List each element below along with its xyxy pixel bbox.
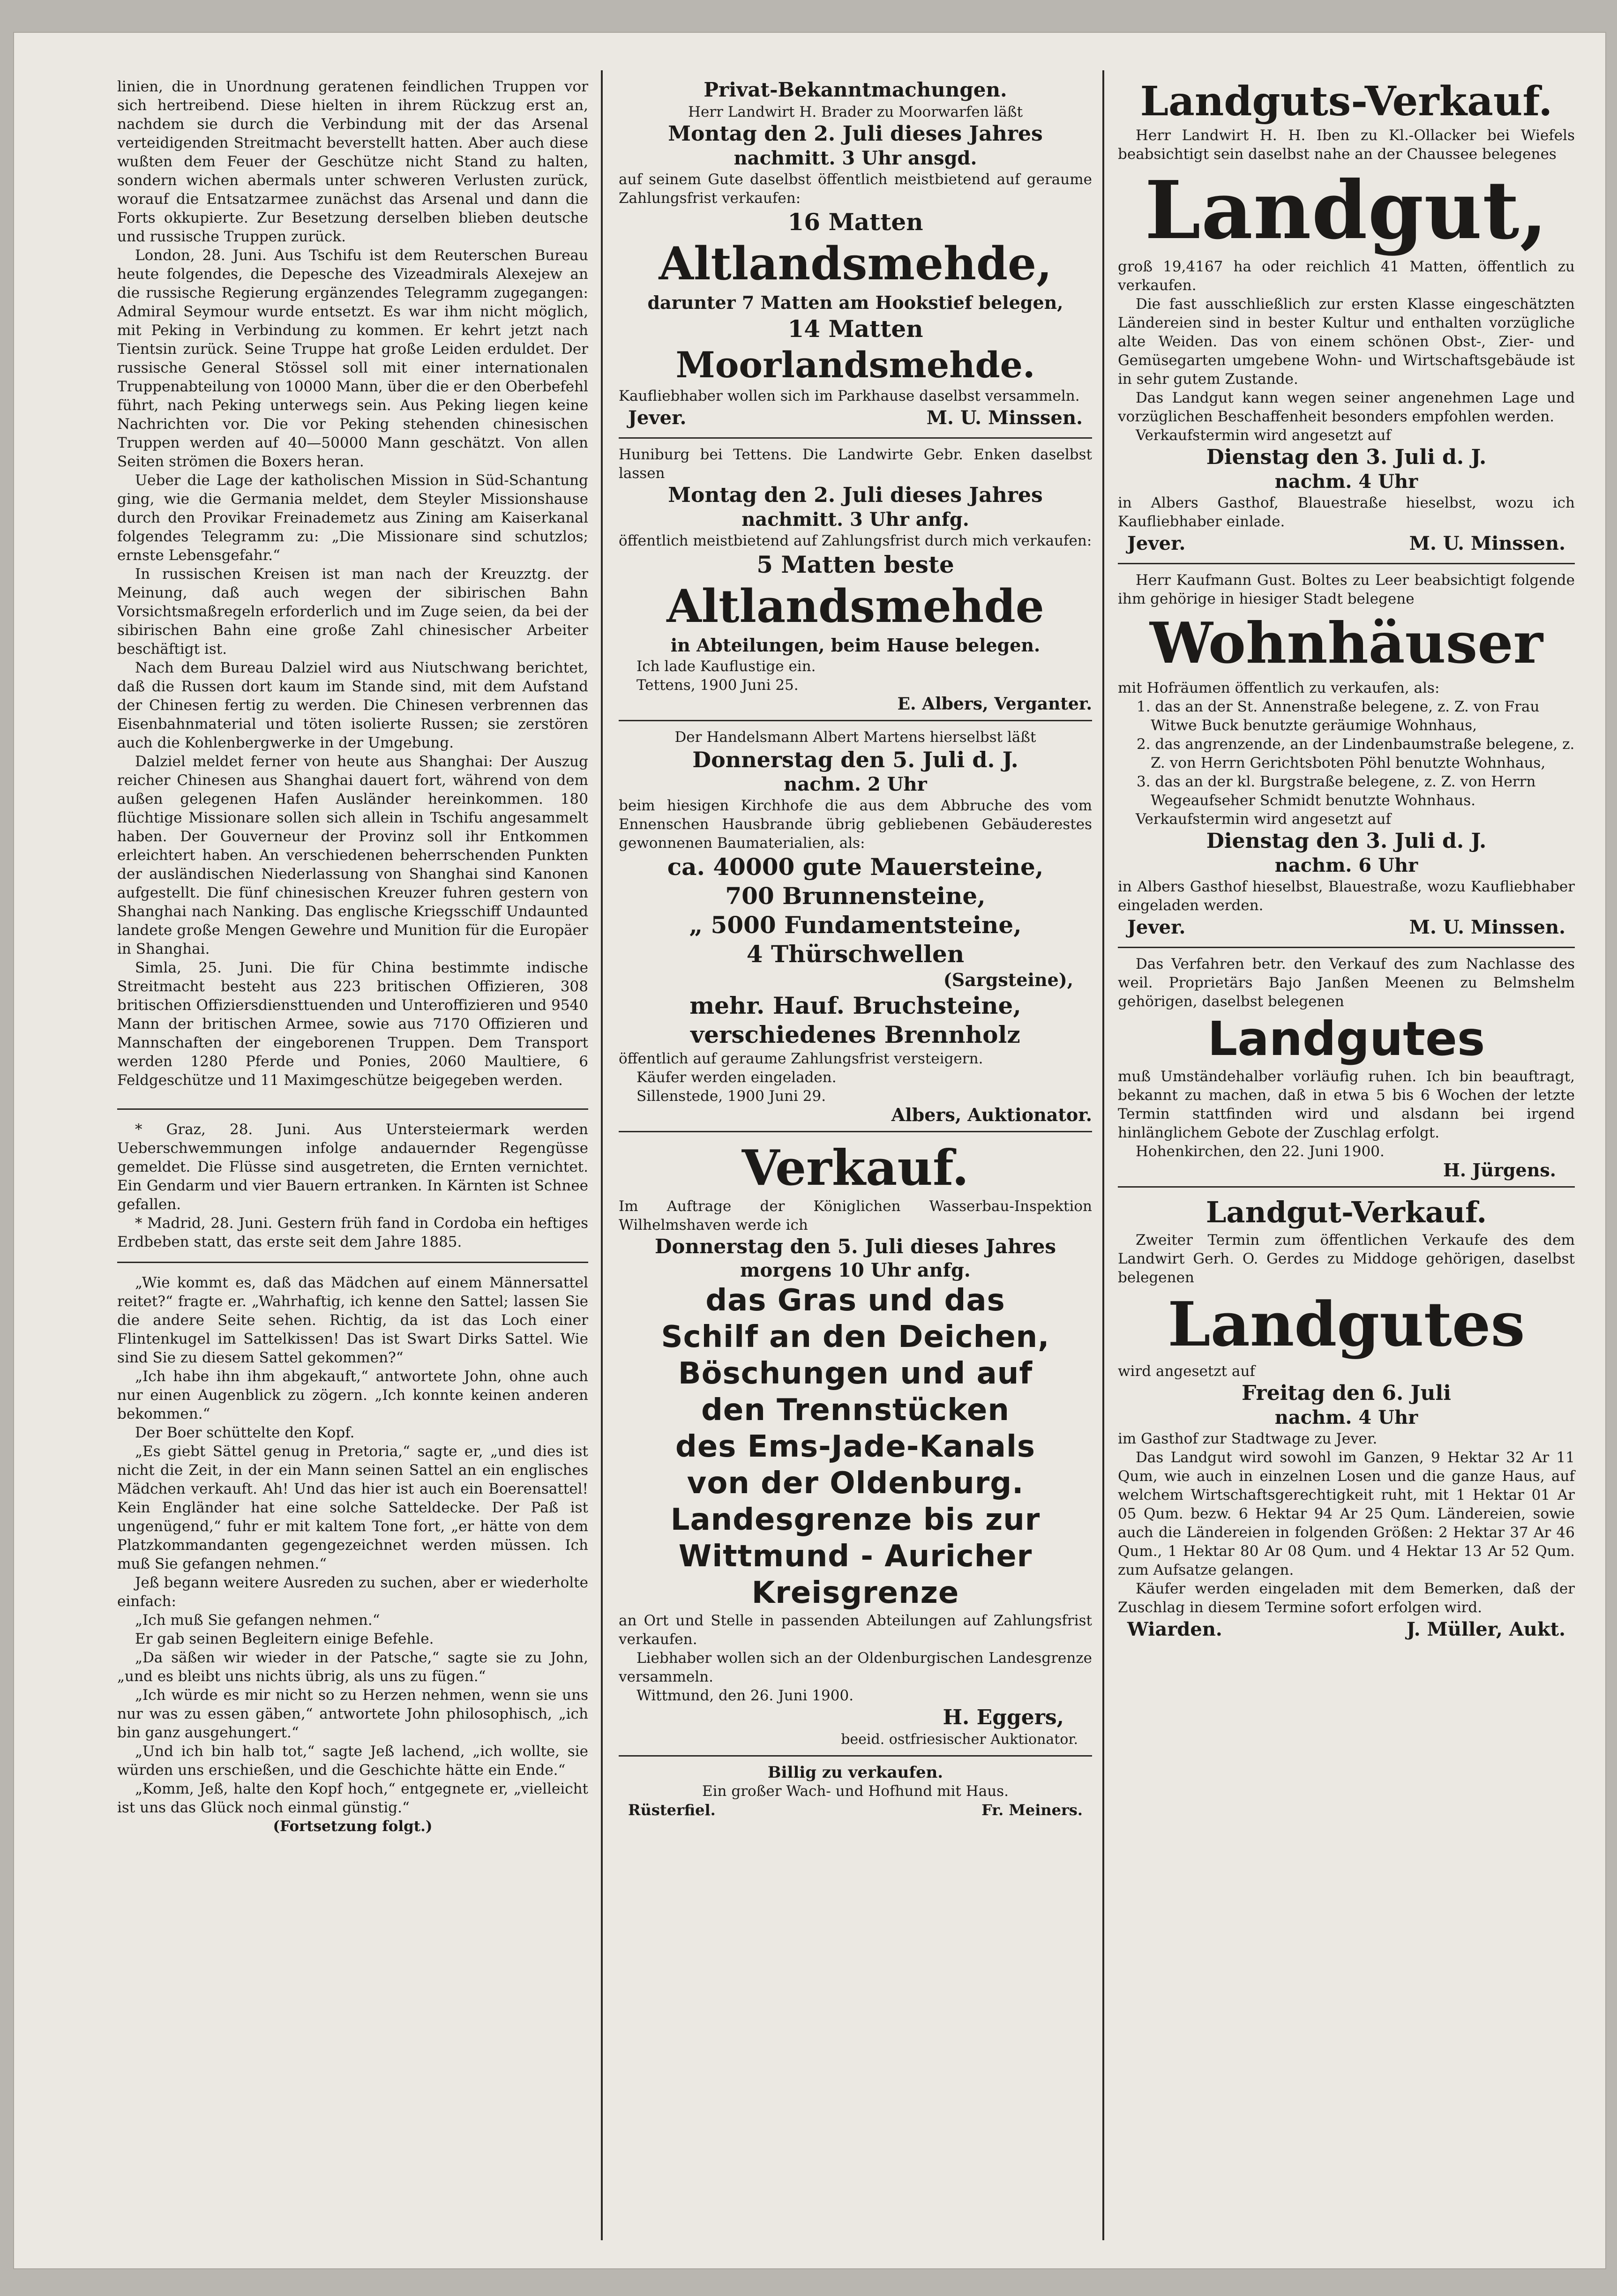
paragraph: * Graz, 28. Juni. Aus Untersteiermark werden Ueberschwemmungen infolge andauernder Regengüsse gemeldet. Die Flüsse sind ausgetreten, die Ernten vernichtet. Ein Gendarm und vier Bauern ertranken. In Kärnten ist Schnee gefallen.	[117, 1121, 588, 1213]
ad-text: öffentlich meistbietend auf Zahlungsfrist durch mich verkaufen:	[619, 532, 1092, 549]
divider	[117, 1108, 588, 1110]
ad-text: Wittmund, den 26. Juni 1900.	[636, 1687, 854, 1704]
ad-text: im Gasthof zur Stadtwage zu Jever.	[1118, 1430, 1377, 1447]
ad-signature	[1118, 531, 1575, 556]
divider	[619, 720, 1092, 721]
ad-time: nachmitt. 3 Uhr anfg.	[741, 509, 969, 531]
story-paragraph: „Wie kommt es, daß das Mädchen auf einem Männersattel reitet?“ fragte er. „Wahrhaftig, ich kenne den Sattel; lassen Sie die andere Seite sehen. Richtig, da ist das Loch einer Flintenkugel im Sattelkissen! Das ist Swart Dirks Sattel. Wie sind Sie zu diesem Sattel gekommen?“	[117, 1274, 588, 1366]
signer: Fr. Meiners.	[981, 1801, 1083, 1819]
ad-headline: Verkauf.	[741, 1139, 969, 1197]
divider	[1118, 563, 1575, 564]
ad-heading: Billig zu verkaufen.	[767, 1763, 943, 1782]
ad-text: darunter 7 Matten am Hookstief belegen,	[647, 292, 1063, 313]
story-paragraph: „Komm, Jeß, halte den Kopf hoch,“ entgegnete er, „vielleicht ist uns das Glück noch einmal günstig.“	[117, 1780, 588, 1816]
ad-headline: Landgut,	[1145, 164, 1548, 257]
ad-text: Der Handelsmann Albert Martens hierselbst läßt	[674, 729, 1036, 746]
ad-signature: H. Jürgens.	[1443, 1159, 1556, 1181]
ad-display-line: Kreisgrenze	[751, 1576, 959, 1610]
ad-quantity: 14 Matten	[787, 315, 923, 343]
ad-headline: Altlandsmehde	[666, 580, 1044, 633]
news-column	[117, 77, 588, 1836]
ad-date: Dienstag den 3. Juli d. J.	[1206, 829, 1487, 853]
ad-text: Herr Landwirt H. Brader zu Moorwarfen läßt	[688, 104, 1023, 120]
paragraph: Nach dem Bureau Dalziel wird aus Niutschwang berichtet, daß die Russen dort kaum im Stande sind, mit dem Aufstand der Chinesen fertig zu werden. Die Chinesen verbrennen das Eisenbahnmaterial und töten isolierte Russen; sie zerstören auch die Kohlenbergwerke in der Umgebung.	[117, 659, 588, 751]
ad-text: Herr Landwirt H. H. Iben zu Kl.-Ollacker bei Wiefels beabsichtigt sein daselbst nahe an der Chaussee belegenes	[1118, 127, 1575, 163]
list-item: 3. das an der kl. Burgstraße belegene, z. Z. von Herrn Wegeaufseher Schmidt benutzte Wohnhaus.	[1137, 773, 1536, 809]
ad-text: beim hiesigen Kirchhofe die aus dem Abbruche des vom Ennenschen Hausbrande übrig gebliebenen Gebäuderestes gewonnenen Baumaterialien, als:	[619, 797, 1092, 852]
paragraph: linien, die in Unordnung geratenen feindlichen Truppen vor sich hertreibend. Diese hielten in ihrem Rückzug erst an, nachdem sie durch die Verbindung mit der das Arsenal verteidigenden Streitmacht beverstellt hatten. Aber auch diese wußten dem Feuer der Geschütze nicht Stand zu halten, sondern wichen abermals unter schweren Verlusten zurück, worauf die Entsatzarmee zunächst das Arsenal und dann die Forts okkupierte. Zur Besetzung derselben blieben deutsche und russische Truppen zurück.	[117, 78, 588, 245]
signer: M. U. Minssen.	[1409, 532, 1565, 554]
ad-headline: Landgutes	[1207, 1011, 1485, 1066]
ad-date: Freitag den 6. Juli	[1242, 1381, 1451, 1405]
paragraph: Simla, 25. Juni. Die für China bestimmte indische Streitmacht besteht aus 223 britischen Offizieren, 308 britischen Offiziersdiensttuenden und Unteroffizieren und 9540 Mann der britischen Armee, sowie aus 7170 Offizieren und Mannschaften der eingeborenen Truppen. Dem Transport werden 1280 Pferde und Ponies, 2060 Maultiere, 6 Feldgeschütze und 11 Maximgeschütze beigegeben werden.	[117, 959, 588, 1089]
ad-item: ca. 40000 gute Mauersteine,	[667, 853, 1044, 881]
divider	[619, 437, 1092, 439]
signer: J. Müller, Aukt.	[1406, 1618, 1565, 1640]
ad-item: 700 Brunnensteine,	[725, 882, 986, 910]
ad-text: Das Landgut wird sowohl im Ganzen, 9 Hektar 32 Ar 11 Qum, wie auch in einzelnen Losen und die ganze Haus, auf welchem Wirtschaftsgerechtigkeit ruht, mit 1 Hektar 01 Ar 05 Qum. bezw. 6 Hektar 94 Ar 25 Qum. Ländereien, sowie auch die Ländereien in folgenden Größen: 2 Hektar 37 Ar 46 Qum., 1 Hektar 80 Ar 08 Qum. und 4 Hektar 13 Ar 52 Qum. zum Aufsatze gelangen.	[1118, 1449, 1575, 1578]
ad-signature-title: beeid. ostfriesischer Auktionator.	[841, 1731, 1078, 1748]
ad-time: nachm. 4 Uhr	[1274, 1406, 1418, 1428]
ad-signature	[619, 405, 1092, 431]
ad-headline: Altlandsmehde,	[659, 237, 1052, 290]
ad-text: an Ort und Stelle in passenden Abteilungen auf Zahlungsfrist verkaufen.	[619, 1612, 1092, 1648]
divider	[117, 1262, 588, 1263]
signer: M. U. Minssen.	[1409, 916, 1565, 938]
ad-text: Im Auftrage der Königlichen Wasserbau-Inspektion Wilhelmshaven werde ich	[619, 1198, 1092, 1234]
ad-display-line: den Trennstücken	[701, 1393, 1010, 1428]
ad-time: nachm. 2 Uhr	[784, 773, 927, 795]
ad-text: groß 19,4167 ha oder reichlich 41 Matten, öffentlich zu verkaufen.	[1118, 258, 1575, 294]
place: Rüsterfiel.	[628, 1801, 716, 1819]
ad-display-line: Wittmund - Auricher	[678, 1539, 1033, 1574]
list-item: 2. das angrenzende, an der Lindenbaumstraße belegene, z. Z. von Herrn Gerichtsboten Pöhl benutzte Wohnhaus,	[1137, 736, 1575, 771]
ad-quantity: 16 Matten	[787, 208, 923, 236]
paragraph: Ueber die Lage der katholischen Mission in Süd-Schantung ging, wie die Germania meldet, dem Steyler Missionshause durch den Provikar Freinademetz aus Zining am Kaiserkanal folgendes Telegramm zu: „Die Missionare sind schutzlos; ernste Lebensgefahr.“	[117, 472, 588, 564]
ad-display-line: von der Oldenburg.	[687, 1466, 1024, 1501]
newspaper-page	[14, 33, 1605, 2268]
paragraph: Dalziel meldet ferner von heute aus Shanghai: Der Auszug reicher Chinesen aus Shanghai dauert fort, während von dem außen gelegenen Hafen Ausländer hereinkommen. 180 flüchtige Missionare sollen sich allein in Tschifu angesammelt haben. Der Gouverneur der Provinz soll ihr Entkommen erleichtert haben. An verschiedenen beherrschenden Punkten der ausländischen Niederlassung von Shanghai sind Kanonen aufgestellt. Die fünf chinesischen Kreuzer fuhren gestern von Shanghai nach Nanking. Das englische Kriegsschiff Undaunted landete große Mengen Gewehre und Munition für die Europäer in Shanghai.	[117, 753, 588, 957]
ad-display-line: das Gras und das	[705, 1283, 1005, 1318]
divider	[619, 1131, 1092, 1132]
ad-date: Donnerstag den 5. Juli d. J.	[692, 747, 1018, 772]
ad-text: Sillenstede, 1900 Juni 29.	[636, 1088, 826, 1105]
divider	[1118, 947, 1575, 948]
place: Jever.	[1127, 916, 1186, 938]
section-heading: Privat-Bekanntmachungen.	[704, 78, 1007, 101]
paragraph: London, 28. Juni. Aus Tschifu ist dem Reuterschen Bureau heute folgendes, die Depesche des Vizeadmirals Alexejew an die russische Regierung ergänzendes Telegramm zugegangen: Admiral Seymour wurde entsetzt. Es war ihm nicht möglich, mit Peking in Verbindung zu kommen. Er kehrt jetzt nach Tientsin zurück. Seine Truppe hat große Leiden erduldet. Der russische General Stössel soll mit einer internationalen Truppenabteilung von 10000 Mann, über die er den Oberbefehl führt, nach Peking unterwegs sein. Aus Peking liegen keine Nachrichten vor. Die vor Peking stehenden chinesischen Truppen werden auf 40—50000 Mann geschätzt. Von allen Seiten strömen die Boxers heran.	[117, 247, 588, 470]
divider	[1118, 1186, 1575, 1188]
story-paragraph: Der Boer schüttelte den Kopf.	[135, 1424, 355, 1441]
ad-text: mit Hofräumen öffentlich zu verkaufen, als:	[1118, 680, 1440, 696]
ad-item: „ 5000 Fundamentsteine,	[689, 911, 1022, 939]
ad-text: Liebhaber wollen sich an der Oldenburgischen Landesgrenze versammeln.	[619, 1650, 1092, 1685]
ad-headline: Landgutes	[1168, 1288, 1525, 1360]
ad-text: Tettens, 1900 Juni 25.	[636, 677, 799, 694]
ad-item: (Sargsteine),	[943, 969, 1073, 990]
ad-date: Montag den 2. Juli dieses Jahres	[668, 483, 1043, 507]
ad-text: Käufer werden eingeladen mit dem Bemerken, daß der Zuschlag in diesem Termine sofort erfolgen wird.	[1118, 1580, 1575, 1616]
ad-display-line: Landesgrenze bis zur	[670, 1503, 1041, 1537]
ad-text: Kaufliebhaber wollen sich im Parkhause daselbst versammeln.	[619, 388, 1080, 404]
ad-headline: Landgut-Verkauf.	[1205, 1195, 1487, 1229]
ad-time: morgens 10 Uhr anfg.	[740, 1259, 971, 1281]
ad-text: Das Verfahren betr. den Verkauf des zum Nachlasse des weil. Proprietärs Bajo Janßen Meenen zu Belmshelm gehörigen, daselbst belegenen	[1118, 956, 1575, 1010]
divider	[619, 1755, 1092, 1757]
ad-headline: Wohnhäuser	[1150, 610, 1543, 676]
ad-text: Verkaufstermin wird angesetzt auf	[1136, 427, 1391, 444]
ad-text: in Albers Gasthof, Blauestraße hieselbst, wozu ich Kaufliebhaber einlade.	[1118, 494, 1575, 530]
column-rule-right	[1102, 70, 1104, 2240]
story-paragraph: „Es giebt Sättel genug in Pretoria,“ sagte er, „und dies ist nicht die Zeit, in der ein Mann seinen Sattel an ein englisches Mädchen verkauft. Ah! Und das hier ist auch ein Boerensattel! Kein Engländer hat eine solche Satteldecke. Der Paß ist ungenügend,“ fuhr er mit kaltem Tone fort, „er hätte von dem Platzkommandanten gegengezeichnet werden müssen. Ich muß Sie gefangen nehmen.“	[117, 1443, 588, 1572]
ad-signature	[619, 1801, 1092, 1819]
ad-time: nachm. 4 Uhr	[1274, 471, 1418, 493]
story-paragraph: Jeß begann weitere Ausreden zu suchen, aber er wiederholte einfach:	[117, 1574, 588, 1610]
ads-column-right	[1118, 77, 1575, 1642]
ad-text: Zweiter Termin zum öffentlichen Verkaufe des dem Landwirt Gerh. O. Gerdes zu Middoge gehörigen, daselbst belegenen	[1118, 1232, 1575, 1286]
ad-quantity: 5 Matten beste	[756, 551, 954, 578]
story-paragraph: „Ich habe ihn ihm abgekauft,“ antwortete John, ohne auch nur einen Augenblick zu zögern. „Ich konnte keinen anderen bekommen.“	[117, 1368, 588, 1422]
ad-headline: Landguts-Verkauf.	[1140, 78, 1553, 125]
ad-text: öffentlich auf geraume Zahlungsfrist versteigern.	[619, 1050, 983, 1067]
story-paragraph: „Ich muß Sie gefangen nehmen.“	[135, 1612, 380, 1629]
ad-date: Donnerstag den 5. Juli dieses Jahres	[654, 1235, 1056, 1258]
ad-text: Ein großer Wach- und Hofhund mit Haus.	[702, 1783, 1009, 1800]
ad-text: Die fast ausschließlich zur ersten Klasse eingeschätzten Ländereien sind in bester Kultur und enthalten vorzügliche alte Weiden. Das von einem schönen Obst-, Zier- und Gemüsegarten umgebene Wohn- und Wirtschaftsgebäude ist in sehr gutem Zustande.	[1118, 296, 1575, 388]
ad-text: Hohenkirchen, den 22. Juni 1900.	[1136, 1143, 1385, 1160]
ads-column-middle	[619, 77, 1092, 1819]
ad-text: wird angesetzt auf	[1118, 1363, 1255, 1380]
ad-text: in Albers Gasthof hieselbst, Blauestraße, wozu Kaufliebhaber eingeladen werden.	[1118, 878, 1575, 914]
ad-text: Käufer werden eingeladen.	[636, 1069, 837, 1086]
story-paragraph: Er gab seinen Begleitern einige Befehle.	[135, 1630, 434, 1647]
ad-text: auf seinem Gute daselbst öffentlich meistbietend auf geraume Zahlungsfrist verkaufen:	[619, 171, 1092, 207]
place: Wiarden.	[1127, 1618, 1222, 1640]
ad-date: Montag den 2. Juli dieses Jahres	[668, 122, 1043, 146]
ad-text: Verkaufstermin wird angesetzt auf	[1136, 811, 1391, 828]
ad-text: in Abteilungen, beim Hause belegen.	[670, 635, 1041, 656]
ad-display-line: des Ems-Jade-Kanals	[675, 1429, 1035, 1464]
ad-signature: Albers, Auktionator.	[891, 1104, 1092, 1125]
ad-item: 4 Thürschwellen	[746, 940, 965, 968]
property-list	[1118, 697, 1575, 810]
ad-time: nachm. 6 Uhr	[1274, 854, 1418, 876]
ad-display-line: Schilf an den Deichen,	[661, 1320, 1050, 1354]
ad-text: muß Umständehalber vorläufig ruhen. Ich bin beauftragt, bekannt zu machen, daß in etwa 5 bis 6 Wochen der letzte Termin stattfinden wird und alsdann bei irgend hinlänglichem Gebote der Zuschlag erfolgt.	[1118, 1068, 1575, 1141]
ad-text: Ich lade Kauflustige ein.	[636, 658, 816, 675]
paragraph: * Madrid, 28. Juni. Gestern früh fand in Cordoba ein heftiges Erdbeben statt, das erste seit dem Jahre 1885.	[117, 1215, 588, 1250]
ad-text: Das Landgut kann wegen seiner angenehmen Lage und vorzüglichen Beschaffenheit besonders empfohlen werden.	[1118, 389, 1575, 425]
story-paragraph: „Und ich bin halb tot,“ sagte Jeß lachend, „ich wollte, sie würden uns erschießen, und die Geschichte hätte ein Ende.“	[117, 1743, 588, 1779]
ad-display-line: Böschungen und auf	[678, 1356, 1033, 1391]
ad-time: nachmitt. 3 Uhr ansgd.	[734, 147, 977, 169]
ad-signature	[1118, 1617, 1575, 1642]
ad-signature: E. Albers, Verganter.	[897, 694, 1092, 714]
list-item: 1. das an der St. Annenstraße belegene, z. Z. von Frau Witwe Buck benutzte geräumige Wohnhaus,	[1137, 698, 1540, 734]
ad-signature: H. Eggers,	[943, 1705, 1064, 1729]
ad-text: Herr Kaufmann Gust. Boltes zu Leer beabsichtigt folgende ihm gehörige in hiesiger Stadt belegene	[1118, 572, 1575, 607]
ad-item: mehr. Hauf. Bruchsteine,	[689, 992, 1021, 1019]
ad-date: Dienstag den 3. Juli d. J.	[1206, 445, 1487, 469]
paragraph: In russischen Kreisen ist man nach der Kreuzztg. der Meinung, daß auch wegen der sibirischen Bahn Vorsichtsmaßregeln erforderlich und im Zuge seien, da bei der sibirischen Bahn eine große Zahl chinesischer Arbeiter beschäftigt ist.	[117, 566, 588, 658]
story-paragraph: „Ich würde es mir nicht so zu Herzen nehmen, wenn sie uns nur was zu essen gäben,“ antwortete John philosophisch, „ich bin ganz ausgehungert.“	[117, 1687, 588, 1741]
continuation-note: (Fortsetzung folgt.)	[273, 1818, 433, 1835]
ad-headline: Moorlandsmehde.	[675, 344, 1035, 386]
ad-signature	[1118, 915, 1575, 940]
place: Jever.	[628, 407, 687, 429]
ad-item: verschiedenes Brennholz	[690, 1021, 1020, 1048]
signer: M. U. Minssen.	[926, 407, 1083, 429]
column-rule-left	[601, 70, 603, 2240]
ad-text: Huniburg bei Tettens. Die Landwirte Gebr. Enken daselbst lassen	[619, 446, 1092, 482]
place: Jever.	[1127, 532, 1186, 554]
story-paragraph: „Da säßen wir wieder in der Patsche,“ sagte sie zu John, „und es bleibt uns nichts übrig, als uns zu fügen.“	[117, 1649, 588, 1685]
